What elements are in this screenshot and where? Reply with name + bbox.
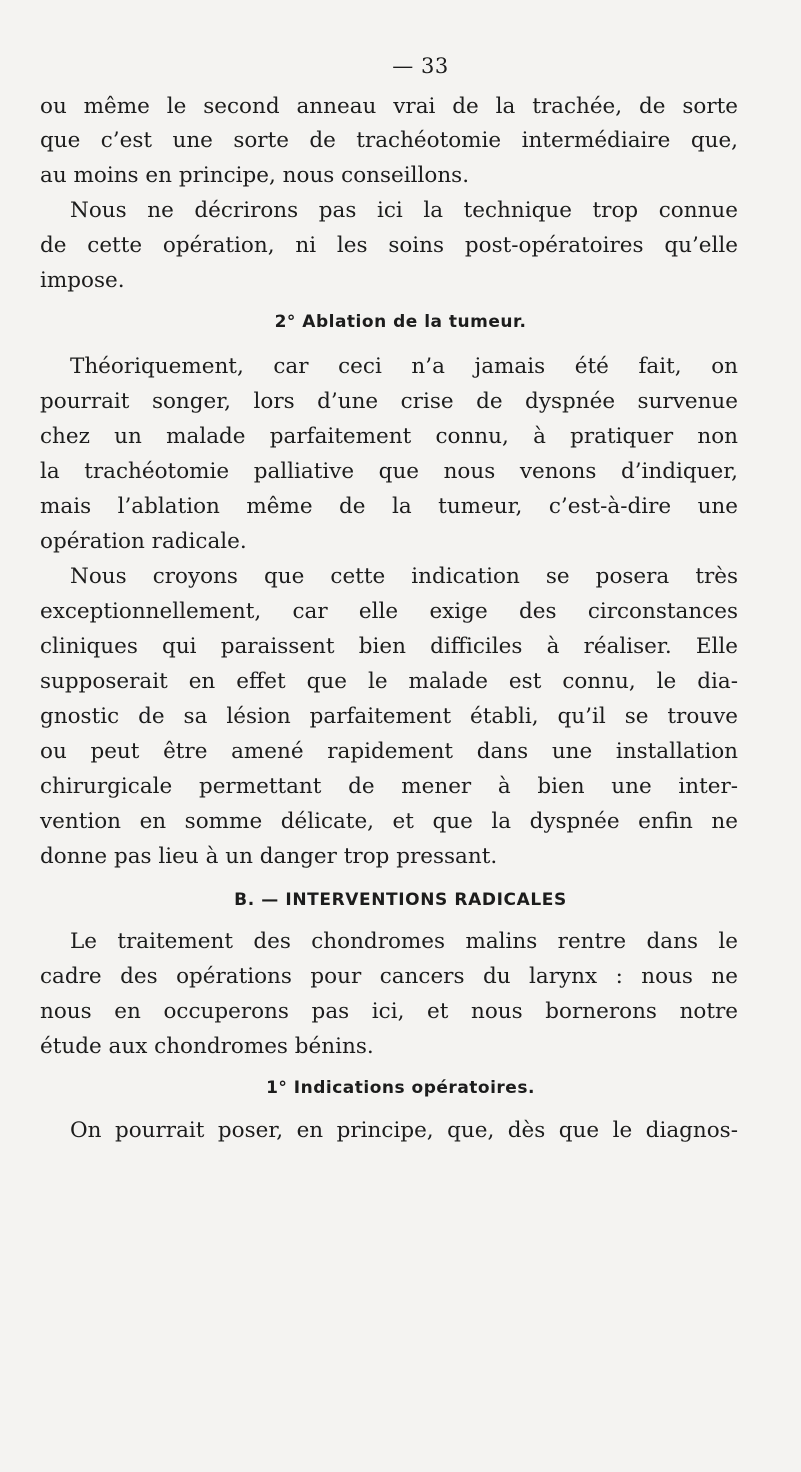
section-heading-interventions-radicales: B. — INTERVENTIONS RADICALES <box>234 890 567 910</box>
text-line: la trachéotomie palliative que nous venons d’indiquer, <box>40 459 738 484</box>
text-line: chirurgicale permettant de mener à bien une inter- <box>40 774 738 799</box>
section-heading-indications: 1° Indications opératoires. <box>266 1078 535 1098</box>
page-number: — 33 <box>392 54 449 78</box>
text-line: Nous croyons que cette indication se posera très <box>70 564 738 589</box>
text-line: impose. <box>40 268 125 293</box>
text-line: ou même le second anneau vrai de la trachée, de sorte <box>40 94 738 119</box>
section-heading-ablation: 2° Ablation de la tumeur. <box>274 312 527 332</box>
text-line: cliniques qui paraissent bien difficiles à réaliser. Elle <box>40 634 738 659</box>
text-line: supposerait en effet que le malade est connu, le dia- <box>40 669 738 694</box>
text-line: cadre des opérations pour cancers du larynx : nous ne <box>40 964 738 989</box>
text-line: chez un malade parfaitement connu, à pratiquer non <box>40 424 738 449</box>
text-line: pourrait songer, lors d’une crise de dyspnée survenue <box>40 389 738 414</box>
text-line: On pourrait poser, en principe, que, dès que le diagnos- <box>70 1118 738 1143</box>
text-line: mais l’ablation même de la tumeur, c’est-à-dire une <box>40 494 738 519</box>
text-line: au moins en principe, nous conseillons. <box>40 163 470 188</box>
text-line: vention en somme délicate, et que la dyspnée enfin ne <box>40 809 738 834</box>
text-line: de cette opération, ni les soins post-opératoires qu’elle <box>40 233 738 258</box>
text-line: donne pas lieu à un danger trop pressant. <box>40 844 498 869</box>
text-line: opération radicale. <box>40 529 247 554</box>
text-line: ou peut être amené rapidement dans une installation <box>40 739 738 764</box>
text-line: Théoriquement, car ceci n’a jamais été fait, on <box>70 354 738 379</box>
text-line: étude aux chondromes bénins. <box>40 1034 374 1059</box>
text-line: gnostic de sa lésion parfaitement établi, qu’il se trouve <box>40 704 738 729</box>
text-line: nous en occuperons pas ici, et nous bornerons notre <box>40 999 738 1024</box>
text-line: Nous ne décrirons pas ici la technique trop connue <box>70 198 738 223</box>
text-line: que c’est une sorte de trachéotomie intermédiaire que, <box>40 128 738 153</box>
text-line: exceptionnellement, car elle exige des circonstances <box>40 599 738 624</box>
text-line: Le traitement des chondromes malins rentre dans le <box>70 929 738 954</box>
